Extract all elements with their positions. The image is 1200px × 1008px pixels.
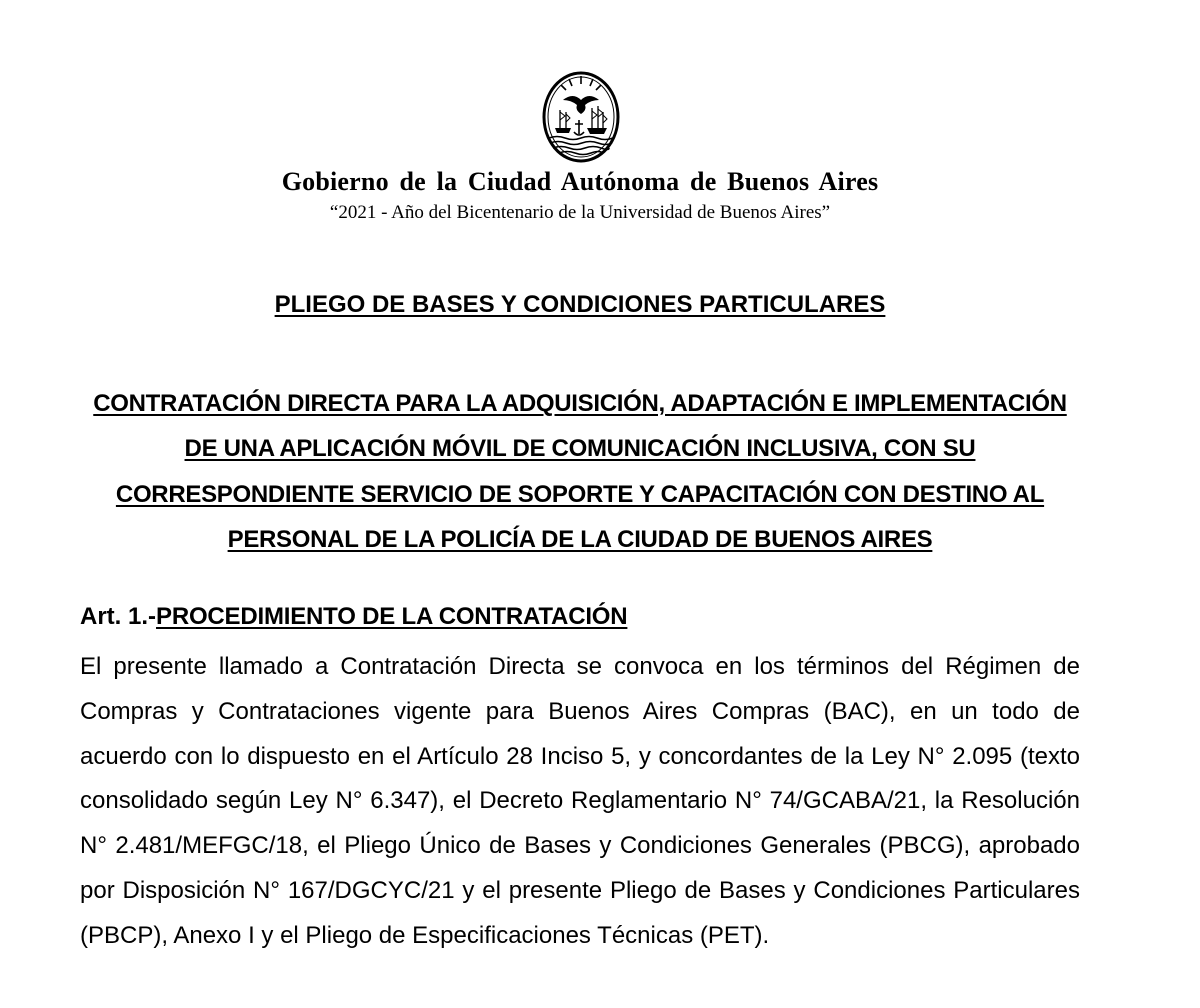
article-number: Art. 1.- (80, 603, 157, 630)
article-title: PROCEDIMIENTO DE LA CONTRATACIÓN (156, 603, 628, 630)
article-body: El presente llamado a Contratación Directa se convoca en los términos del Régimen de Compras y Contrataciones vigente para Buenos Aires Compras (BAC), en un todo de acuerdo con lo dispuesto en el Artículo 28 Inciso 5, y concordantes de la Ley N° 2.095 (texto consolidado según Ley N° 6.347), el Decreto Reglamentario N° 74/GCABA/21, la Resolución N° 2.481/MEFGC/18, el Pliego Único de Bases y Condiciones Generales (PBCG), aprobado por Disposición N° 167/DGCYC/21 y el presente Pliego de Bases y Condiciones Particulares (PBCP), Anexo I y el Pliego de Especificaciones Técnicas (PET). (80, 653, 1080, 949)
city-coat-of-arms-icon (541, 70, 621, 164)
document-title: PLIEGO DE BASES Y CONDICIONES PARTICULARES (274, 291, 886, 318)
document-subject: CONTRATACIÓN DIRECTA PARA LA ADQUISICIÓN, ADAPTACIÓN E IMPLEMENTACIÓN DE UNA APLICACIÓN MÓVIL DE COMUNICACIÓN INCLUSIVA, CON SU CORRESPONDIENTE SERVICIO DE SOPORTE Y CAPACITACIÓN CON DESTINO AL PERSONAL DE LA POLICÍA DE LA CIUDAD DE BUENOS AIRES (93, 390, 1067, 553)
article-heading (80, 603, 627, 631)
government-motto: “2021 - Año del Bicentenario de la Universidad de Buenos Aires” (329, 202, 831, 223)
government-name: Gobierno de la Ciudad Autónoma de Buenos Aires (281, 167, 879, 196)
